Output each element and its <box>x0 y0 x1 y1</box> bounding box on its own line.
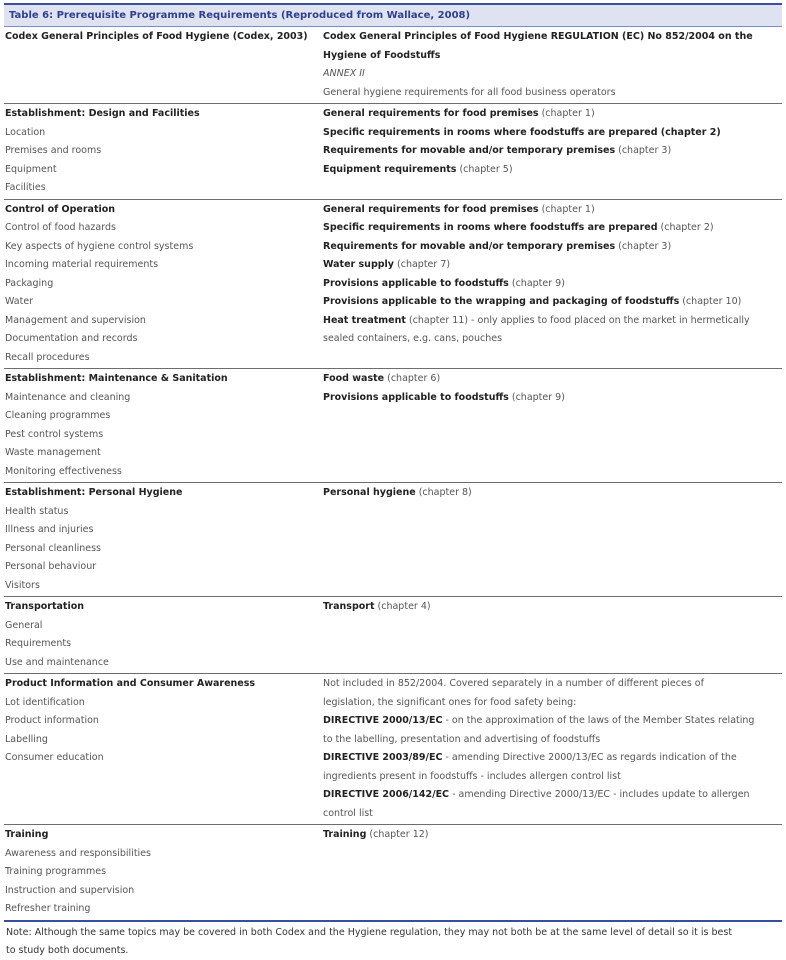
section-item: Training programmes <box>5 866 107 877</box>
table-caption: Table 6: Prerequisite Programme Requirements (Reproduced from Wallace, 2008) <box>4 3 782 27</box>
regulation-normal-text: Not included in 852/2004. Covered separately in a number of different pieces of <box>323 678 704 689</box>
regulation-bold-text: Food waste <box>323 373 385 384</box>
regulation-line <box>323 330 782 349</box>
regulation-line <box>323 694 782 713</box>
regulation-normal-text: to the labelling, presentation and advertising of foodstuffs <box>323 733 601 745</box>
section-item: Control of food hazards <box>5 222 116 233</box>
regulation-bold-text: Water supply <box>323 259 394 270</box>
regulation-normal-text: (chapter 12) <box>366 829 429 840</box>
regulation-normal-text: (chapter 3) <box>615 145 672 156</box>
regulation-normal-text: (chapter 2) <box>657 222 714 233</box>
regulation-normal-text: (chapter 6) <box>384 373 441 384</box>
requirements-table <box>4 27 782 922</box>
section-title: Product Information and Consumer Awareness <box>5 678 256 689</box>
regulation-bold-text: Requirements for movable and/or temporary premises <box>323 240 616 252</box>
regulation-normal-text: (chapter 7) <box>394 259 451 270</box>
regulation-normal-text: - on the approximation of the laws of the Member States relating <box>442 715 755 726</box>
section-item: Awareness and responsibilities <box>5 847 151 859</box>
section-item: Premises and rooms <box>5 145 102 156</box>
regulation-line <box>323 786 782 805</box>
regulation-normal-text: control list <box>323 807 373 819</box>
regulation-cell <box>322 484 782 595</box>
section-item: Facilities <box>5 182 46 193</box>
section-item: Location <box>5 126 46 138</box>
regulation-normal-text: (chapter 1) <box>538 108 595 119</box>
section-item: Labelling <box>5 733 48 745</box>
regulation-cell <box>322 370 782 481</box>
regulation-line <box>323 256 782 275</box>
section-item: Key aspects of hygiene control systems <box>5 240 194 252</box>
regulation-line <box>323 161 782 180</box>
regulation-line <box>323 201 782 220</box>
section-item: Documentation and records <box>5 333 138 344</box>
regulation-line <box>323 805 782 824</box>
table-row <box>4 483 782 597</box>
section-title: Establishment: Maintenance & Sanitation <box>5 373 228 384</box>
section-item: General <box>5 619 43 631</box>
regulation-bold-text: General requirements for food premises <box>323 108 539 119</box>
regulation-normal-text: (chapter 8) <box>415 487 472 498</box>
header-right-cell <box>322 28 782 102</box>
table-row <box>4 369 782 483</box>
section-item: Lot identification <box>5 696 85 708</box>
regulation-normal-text: (chapter 3) <box>615 240 672 252</box>
header-general: General hygiene requirements for all food business operators <box>323 86 616 98</box>
regulation-normal-text: - amending Directive 2000/13/EC - includes update to allergen <box>449 789 750 800</box>
section-item: Requirements <box>5 638 72 649</box>
regulation-line <box>323 275 782 294</box>
regulation-line <box>323 370 782 389</box>
section-item: Pest control systems <box>5 428 104 440</box>
regulation-cell <box>322 675 782 823</box>
section-title: Establishment: Personal Hygiene <box>5 487 183 498</box>
section-item: Use and maintenance <box>5 656 109 668</box>
regulation-normal-text: (chapter 11) - only applies to food placed on the market in hermetically <box>405 314 750 326</box>
section-item: Maintenance and cleaning <box>5 391 131 403</box>
regulation-bold-text: Specific requirements in rooms where foodstuffs are prepared <box>323 222 658 233</box>
regulation-bold-text: General requirements for food premises <box>323 203 539 215</box>
table-row <box>4 674 782 825</box>
regulation-line <box>323 142 782 161</box>
regulation-normal-text: (chapter 5) <box>456 163 513 175</box>
codex-cell <box>4 201 322 368</box>
regulation-line <box>323 238 782 257</box>
regulation-bold-text: Provisions applicable to foodstuffs <box>323 391 509 403</box>
regulation-bold-text: DIRECTIVE 2000/13/EC <box>323 715 443 726</box>
section-item: Instruction and supervision <box>5 884 135 896</box>
section-item: Health status <box>5 505 69 517</box>
header-right-line: Hygiene of Foodstuffs <box>323 49 441 61</box>
section-item: Illness and injuries <box>5 524 94 535</box>
header-left-cell <box>4 28 322 102</box>
codex-cell <box>4 370 322 481</box>
regulation-line <box>323 105 782 124</box>
table-sections <box>4 104 782 922</box>
section-item: Refresher training <box>5 903 91 914</box>
section-item: Incoming material requirements <box>5 259 159 270</box>
regulation-bold-text: Personal hygiene <box>323 487 416 498</box>
regulation-normal-text: legislation, the significant ones for food safety being: <box>323 696 577 708</box>
regulation-cell <box>322 201 782 368</box>
section-title: Establishment: Design and Facilities <box>5 108 200 119</box>
section-item: Recall procedures <box>5 351 90 363</box>
regulation-bold-text: Specific requirements in rooms where foodstuffs are prepared (chapter 2) <box>323 126 721 138</box>
regulation-line <box>323 712 782 731</box>
regulation-line <box>323 293 782 312</box>
regulation-normal-text: sealed containers, e.g. cans, pouches <box>323 333 503 344</box>
regulation-bold-text: Requirements for movable and/or temporary premises <box>323 145 616 156</box>
section-item: Personal cleanliness <box>5 542 101 554</box>
regulation-line <box>323 731 782 750</box>
regulation-normal-text: (chapter 1) <box>538 203 595 215</box>
table-header-row <box>4 27 782 104</box>
codex-cell <box>4 484 322 595</box>
header-annex: ANNEX II <box>323 68 365 79</box>
section-item: Cleaning programmes <box>5 410 111 421</box>
regulation-normal-text: (chapter 10) <box>679 296 742 307</box>
regulation-line <box>323 598 782 617</box>
regulation-bold-text: DIRECTIVE 2006/142/EC <box>323 789 450 800</box>
regulation-bold-text: DIRECTIVE 2003/89/EC <box>323 752 443 763</box>
section-item: Product information <box>5 715 99 726</box>
regulation-cell <box>322 105 782 198</box>
section-item: Visitors <box>5 579 40 591</box>
section-item: Personal behaviour <box>5 561 97 572</box>
footnote <box>4 922 782 960</box>
section-item: Equipment <box>5 163 57 175</box>
section-item: Water <box>5 296 34 307</box>
table-row <box>4 825 782 922</box>
regulation-bold-text: Training <box>323 829 367 840</box>
table-row <box>4 597 782 674</box>
regulation-line <box>323 826 782 845</box>
section-item: Management and supervision <box>5 314 146 326</box>
codex-cell <box>4 598 322 672</box>
table-row <box>4 104 782 200</box>
section-item: Packaging <box>5 277 54 289</box>
regulation-normal-text: (chapter 4) <box>374 601 431 612</box>
regulation-cell <box>322 826 782 919</box>
regulation-line <box>323 484 782 503</box>
section-item: Monitoring effectiveness <box>5 465 122 477</box>
regulation-line <box>323 768 782 787</box>
regulation-bold-text: Provisions applicable to foodstuffs <box>323 277 509 289</box>
regulation-line <box>323 675 782 694</box>
section-title: Transportation <box>5 601 85 612</box>
regulation-line <box>323 749 782 768</box>
footnote-line: Note: Although the same topics may be covered in both Codex and the Hygiene regulation, they may not both be at the same level of detail so it is best <box>6 926 733 938</box>
regulation-normal-text: (chapter 9) <box>508 391 565 403</box>
section-title: Training <box>5 829 49 840</box>
codex-cell <box>4 826 322 919</box>
section-item: Consumer education <box>5 752 104 763</box>
regulation-cell <box>322 598 782 672</box>
regulation-bold-text: Equipment requirements <box>323 163 457 175</box>
regulation-line <box>323 124 782 143</box>
header-left-text: Codex General Principles of Food Hygiene (Codex, 2003) <box>5 31 308 42</box>
header-right-line: Codex General Principles of Food Hygiene REGULATION (EC) No 852/2004 on the <box>323 31 753 42</box>
table-row <box>4 200 782 370</box>
codex-cell <box>4 105 322 198</box>
regulation-bold-text: Transport <box>323 601 375 612</box>
codex-cell <box>4 675 322 823</box>
regulation-line <box>323 312 782 331</box>
regulation-normal-text: (chapter 9) <box>508 277 565 289</box>
regulation-line <box>323 389 782 408</box>
regulation-line <box>323 219 782 238</box>
footnote-line: to study both documents. <box>6 944 129 956</box>
section-item: Waste management <box>5 447 101 458</box>
regulation-normal-text: ingredients present in foodstuffs - includes allergen control list <box>323 770 621 782</box>
regulation-normal-text: - amending Directive 2000/13/EC as regards indication of the <box>442 752 737 763</box>
regulation-bold-text: Provisions applicable to the wrapping and packaging of foodstuffs <box>323 296 680 307</box>
regulation-bold-text: Heat treatment <box>323 314 406 326</box>
section-title: Control of Operation <box>5 203 116 215</box>
